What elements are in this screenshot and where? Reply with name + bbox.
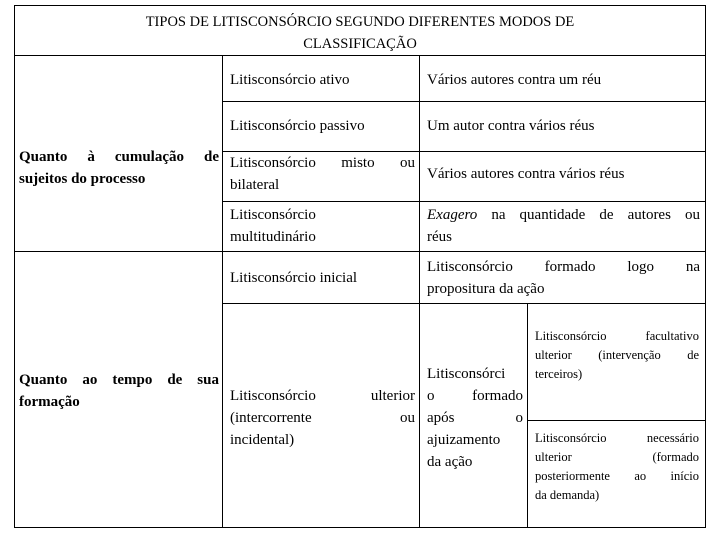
title-divider: [15, 55, 705, 56]
title-line-2: CLASSIFICAÇÃO: [303, 36, 417, 52]
column-divider: [527, 303, 528, 527]
group-label-tempo: Quanto ao tempo de sua formação: [19, 372, 219, 410]
subtype-facultativo: Litisconsórcio facultativo ulterior (intervenção de terceiros): [535, 329, 699, 381]
row-divider: [222, 101, 705, 102]
row-description: Vários autores contra um réu: [427, 72, 602, 88]
group-label-cumulacao: Quanto à cumulação de sujeitos do processo: [19, 149, 219, 187]
title-line-1: TIPOS DE LITISCONSÓRCIO SEGUNDO DIFERENTES MODOS DE: [145, 14, 575, 30]
row-type: Litisconsórcio inicial: [230, 270, 358, 286]
row-type: Litisconsórcio ulterior (intercorrente ou incidental): [230, 388, 415, 448]
table-title: [15, 11, 705, 55]
classification-table: [14, 5, 706, 528]
row-description: Litisconsórcio formado logo na propositura da ação: [427, 259, 700, 297]
row-type: Litisconsórcio ativo: [230, 72, 350, 88]
group-divider: [15, 251, 705, 252]
row-description: Litisconsórci o formado após o ajuizamento da ação: [427, 366, 523, 470]
row-description: Vários autores contra vários réus: [427, 166, 625, 182]
row-description: Exagero na quantidade de autores ou réus: [427, 207, 700, 245]
column-divider: [222, 55, 223, 527]
row-divider: [222, 201, 705, 202]
row-divider: [222, 303, 705, 304]
column-divider: [419, 55, 420, 527]
subtype-divider: [527, 420, 705, 421]
row-type: Litisconsórcio multitudinário: [230, 207, 316, 245]
row-type: Litisconsórcio misto ou bilateral: [230, 155, 415, 193]
row-description: Um autor contra vários réus: [427, 118, 595, 134]
row-type: Litisconsórcio passivo: [230, 118, 365, 134]
subtype-necessario: Litisconsórcio necessário ulterior (formado posteriormente ao início da demanda): [535, 431, 699, 502]
